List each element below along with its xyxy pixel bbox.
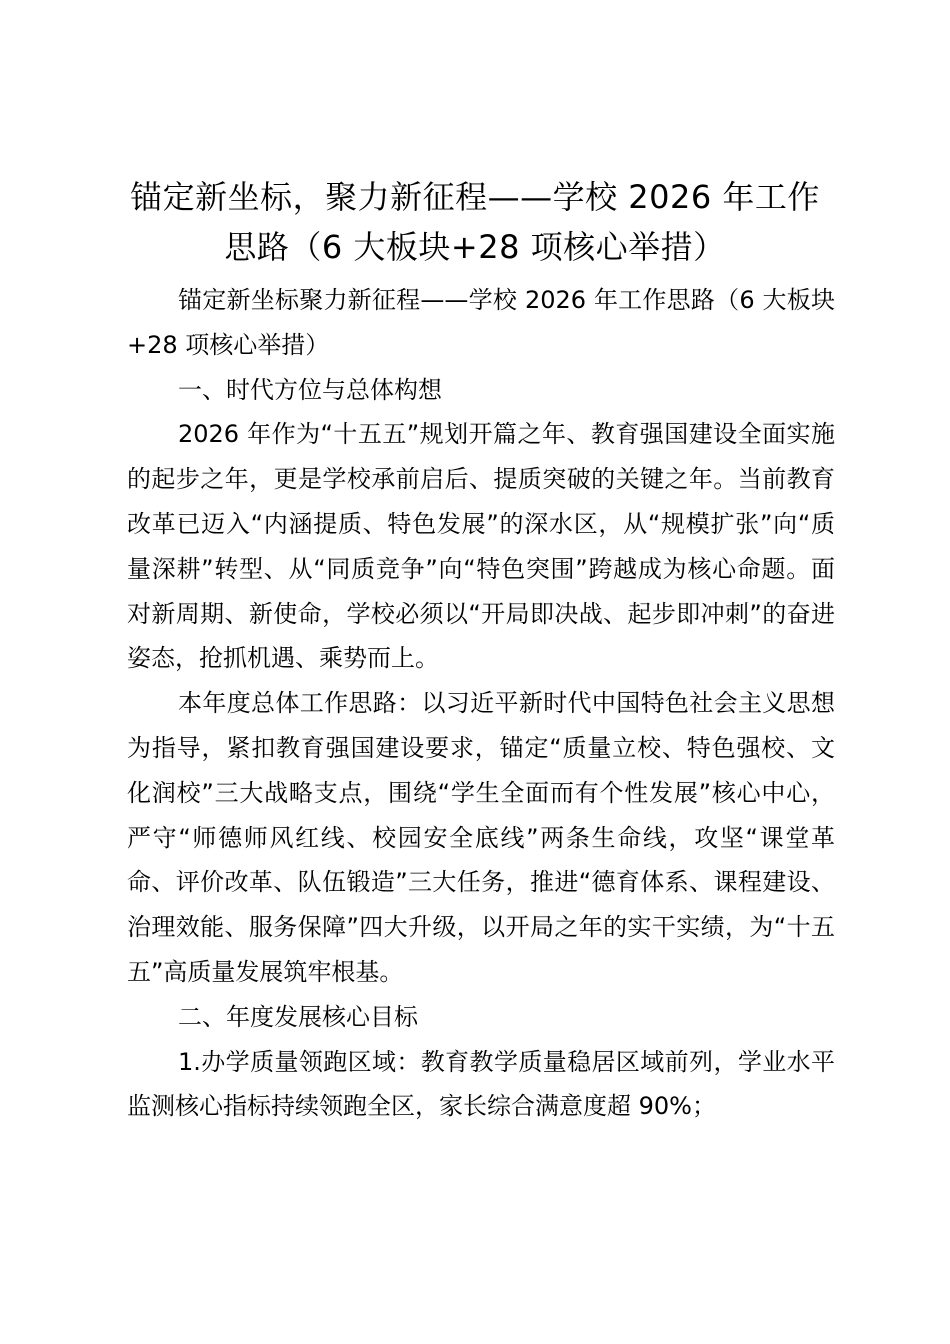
body-paragraph-2: 本年度总体工作思路：以习近平新时代中国特色社会主义思想为指导，紧扣教育强国建设要求，锚定“质量立校、特色强校、文化润校”三大战略支点，围绕“学生全面而有个性发展”核心中心，严守“师德师风红线、校园安全底线”两条生命线，攻坚“课堂革命、评价改革、队伍锻造”三大任务，推进“德育体系、课程建设、治理效能、服务保障”四大升级，以开局之年的实干实绩，为“十五五”高质量发展筑牢根基。 [127, 689, 835, 986]
document-title: 锚定新坐标，聚力新征程——学校 2026 年工作思路（6 大板块+28 项核心举措） [130, 178, 820, 266]
body-paragraph-1: 2026 年作为“十五五”规划开篇之年、教育强国建设全面实施的起步之年，更是学校承前启后、提质突破的关键之年。当前教育改革已迈入“内涵提质、特色发展”的深水区，从“规模扩张”向“质量深耕”转型、从“同质竞争”向“特色突围”跨越成为核心命题。面对新周期、新使命，学校必须以“开局即决战、起步即冲刺”的奋进姿态，抢抓机遇、乘势而上。 [127, 420, 835, 673]
subtitle-paragraph: 锚定新坐标聚力新征程——学校 2026 年工作思路（6 大板块+28 项核心举措） [127, 286, 835, 359]
section-heading-2: 二、年度发展核心目标 [178, 1002, 418, 1031]
section-heading-1: 一、时代方位与总体构想 [178, 375, 442, 404]
document-body [127, 278, 835, 1129]
goal-item-1: 1.办学质量领跑区域：教育教学质量稳居区域前列，学业水平监测核心指标持续领跑全区，家长综合满意度超 90%； [127, 1047, 835, 1121]
